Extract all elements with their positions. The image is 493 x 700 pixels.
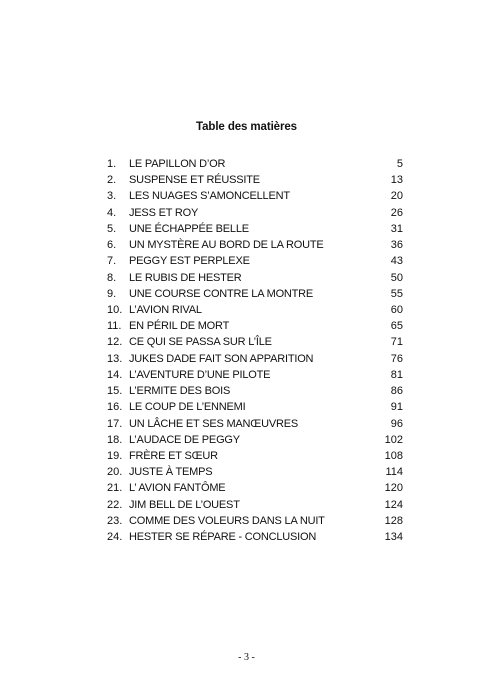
toc-entry-page: 102 bbox=[384, 433, 403, 446]
toc-entry bbox=[107, 205, 403, 221]
toc-entry-title: EN PÉRIL DE MORT bbox=[129, 320, 230, 333]
toc-entry-number: 13. bbox=[107, 352, 123, 365]
toc-entry-title: COMME DES VOLEURS DANS LA NUIT bbox=[129, 514, 325, 527]
toc-entry-page: 36 bbox=[390, 239, 403, 252]
toc-entry-title: LES NUAGES S’AMONCELLENT bbox=[129, 190, 290, 203]
toc-entry-title: LE COUP DE L’ENNEMI bbox=[129, 401, 246, 414]
toc-entry bbox=[107, 399, 403, 415]
toc-entry-number: 22. bbox=[107, 498, 123, 511]
toc-entry-page: 31 bbox=[390, 222, 403, 235]
toc-entry-title: L’ERMITE DES BOIS bbox=[129, 385, 231, 398]
toc-entry-number: 6. bbox=[107, 239, 117, 252]
toc-entry-number: 5. bbox=[107, 222, 117, 235]
toc-entry-page: 114 bbox=[385, 466, 403, 479]
toc-entry-title: JUKES DADE FAIT SON APPARITION bbox=[129, 352, 314, 365]
toc-entry-title: L’AVENTURE D’UNE PILOTE bbox=[129, 368, 271, 381]
toc-entry-page: 60 bbox=[390, 303, 403, 316]
toc-entry-title: LE PAPILLON D’OR bbox=[129, 158, 226, 170]
toc-heading: Table des matières bbox=[196, 121, 297, 133]
toc-entry-page: 55 bbox=[390, 287, 403, 300]
toc-entry-number: 21. bbox=[107, 482, 123, 495]
toc-entry bbox=[107, 156, 403, 172]
toc-entry-title: L’AUDACE DE PEGGY bbox=[129, 433, 240, 446]
toc-entry-page: 108 bbox=[384, 449, 403, 462]
toc-entry bbox=[107, 529, 403, 545]
toc-entry-page: 120 bbox=[384, 482, 403, 495]
toc-entry-page: 65 bbox=[390, 320, 403, 333]
toc-entry-title: SUSPENSE ET RÉUSSITE bbox=[129, 174, 260, 187]
toc-entry-page: 124 bbox=[384, 498, 403, 511]
toc-entry-number: 1. bbox=[107, 158, 117, 170]
toc-entry-page: 43 bbox=[390, 255, 403, 268]
toc-entry-number: 19. bbox=[107, 449, 123, 462]
toc-entry bbox=[107, 416, 403, 432]
toc-entry-page: 5 bbox=[396, 158, 403, 170]
toc-entry-number: 14. bbox=[107, 368, 123, 381]
toc-entry bbox=[107, 432, 403, 448]
toc-entry bbox=[107, 221, 403, 237]
toc-entry bbox=[107, 172, 403, 188]
toc-entry-title: L’AVION RIVAL bbox=[129, 303, 202, 316]
toc-entry-page: 128 bbox=[384, 514, 403, 527]
toc-entry-number: 15. bbox=[107, 385, 123, 398]
toc-list bbox=[107, 156, 403, 545]
toc-entry-title: UNE COURSE CONTRE LA MONTRE bbox=[129, 287, 314, 300]
toc-entry-title: FRÈRE ET SŒUR bbox=[129, 449, 218, 462]
toc-entry bbox=[107, 188, 403, 204]
toc-entry-number: 24. bbox=[107, 531, 123, 544]
page-number: - 3 - bbox=[238, 652, 255, 663]
toc-entry-page: 76 bbox=[390, 352, 403, 365]
toc-entry bbox=[107, 302, 403, 318]
toc-entry-title: JUSTE À TEMPS bbox=[129, 466, 213, 479]
toc-entry bbox=[107, 286, 403, 302]
toc-entry bbox=[107, 270, 403, 286]
toc-entry-number: 3. bbox=[107, 190, 117, 203]
toc-entry-title: UN MYSTÈRE AU BORD DE LA ROUTE bbox=[129, 239, 324, 252]
toc-entry-number: 23. bbox=[107, 514, 123, 527]
toc-entry-page: 81 bbox=[390, 368, 403, 381]
toc-entry-number: 20. bbox=[107, 466, 123, 479]
toc-entry-page: 91 bbox=[390, 401, 403, 414]
toc-entry bbox=[107, 253, 403, 269]
toc-entry-number: 10. bbox=[107, 303, 123, 316]
toc-entry bbox=[107, 383, 403, 399]
toc-entry-number: 9. bbox=[107, 287, 117, 300]
toc-entry bbox=[107, 351, 403, 367]
toc-entry-title: JIM BELL DE L’OUEST bbox=[129, 498, 240, 511]
toc-entry bbox=[107, 480, 403, 496]
toc-entry-page: 86 bbox=[390, 385, 403, 398]
toc-entry-number: 11. bbox=[107, 320, 122, 333]
toc-entry-number: 7. bbox=[107, 255, 117, 268]
toc-entry-title: PEGGY EST PERPLEXE bbox=[129, 255, 250, 268]
toc-entry-page: 50 bbox=[390, 271, 403, 284]
toc-entry-number: 18. bbox=[107, 433, 123, 446]
toc-entry-number: 2. bbox=[107, 174, 117, 187]
toc-entry bbox=[107, 318, 403, 334]
toc-entry-number: 8. bbox=[107, 271, 117, 284]
toc-entry-number: 12. bbox=[107, 336, 123, 349]
toc-entry-title: L’ AVION FANTÔME bbox=[129, 482, 226, 495]
toc-entry-page: 96 bbox=[390, 417, 403, 430]
toc-entry-page: 20 bbox=[390, 190, 403, 203]
toc-entry-number: 4. bbox=[107, 206, 117, 219]
toc-entry-title: CE QUI SE PASSA SUR L’ÎLE bbox=[129, 336, 272, 349]
toc-entry bbox=[107, 513, 403, 529]
toc-entry bbox=[107, 464, 403, 480]
toc-entry-title: HESTER SE RÉPARE - CONCLUSION bbox=[129, 531, 317, 544]
toc-entry-page: 71 bbox=[390, 336, 403, 349]
toc-entry-page: 13 bbox=[390, 174, 403, 187]
toc-entry bbox=[107, 497, 403, 513]
toc-entry bbox=[107, 237, 403, 253]
toc-entry-number: 17. bbox=[107, 417, 123, 430]
toc-entry-title: JESS ET ROY bbox=[129, 206, 199, 219]
toc-entry-title: UN LÂCHE ET SES MANŒUVRES bbox=[129, 417, 299, 430]
toc-entry-number: 16. bbox=[107, 401, 123, 414]
toc-entry bbox=[107, 367, 403, 383]
toc-entry-title: UNE ÉCHAPPÉE BELLE bbox=[129, 222, 249, 235]
toc-entry-title: LE RUBIS DE HESTER bbox=[129, 271, 242, 284]
toc-entry-page: 26 bbox=[390, 206, 403, 219]
toc-entry bbox=[107, 448, 403, 464]
toc-entry-page: 134 bbox=[384, 531, 403, 544]
toc-entry bbox=[107, 334, 403, 350]
